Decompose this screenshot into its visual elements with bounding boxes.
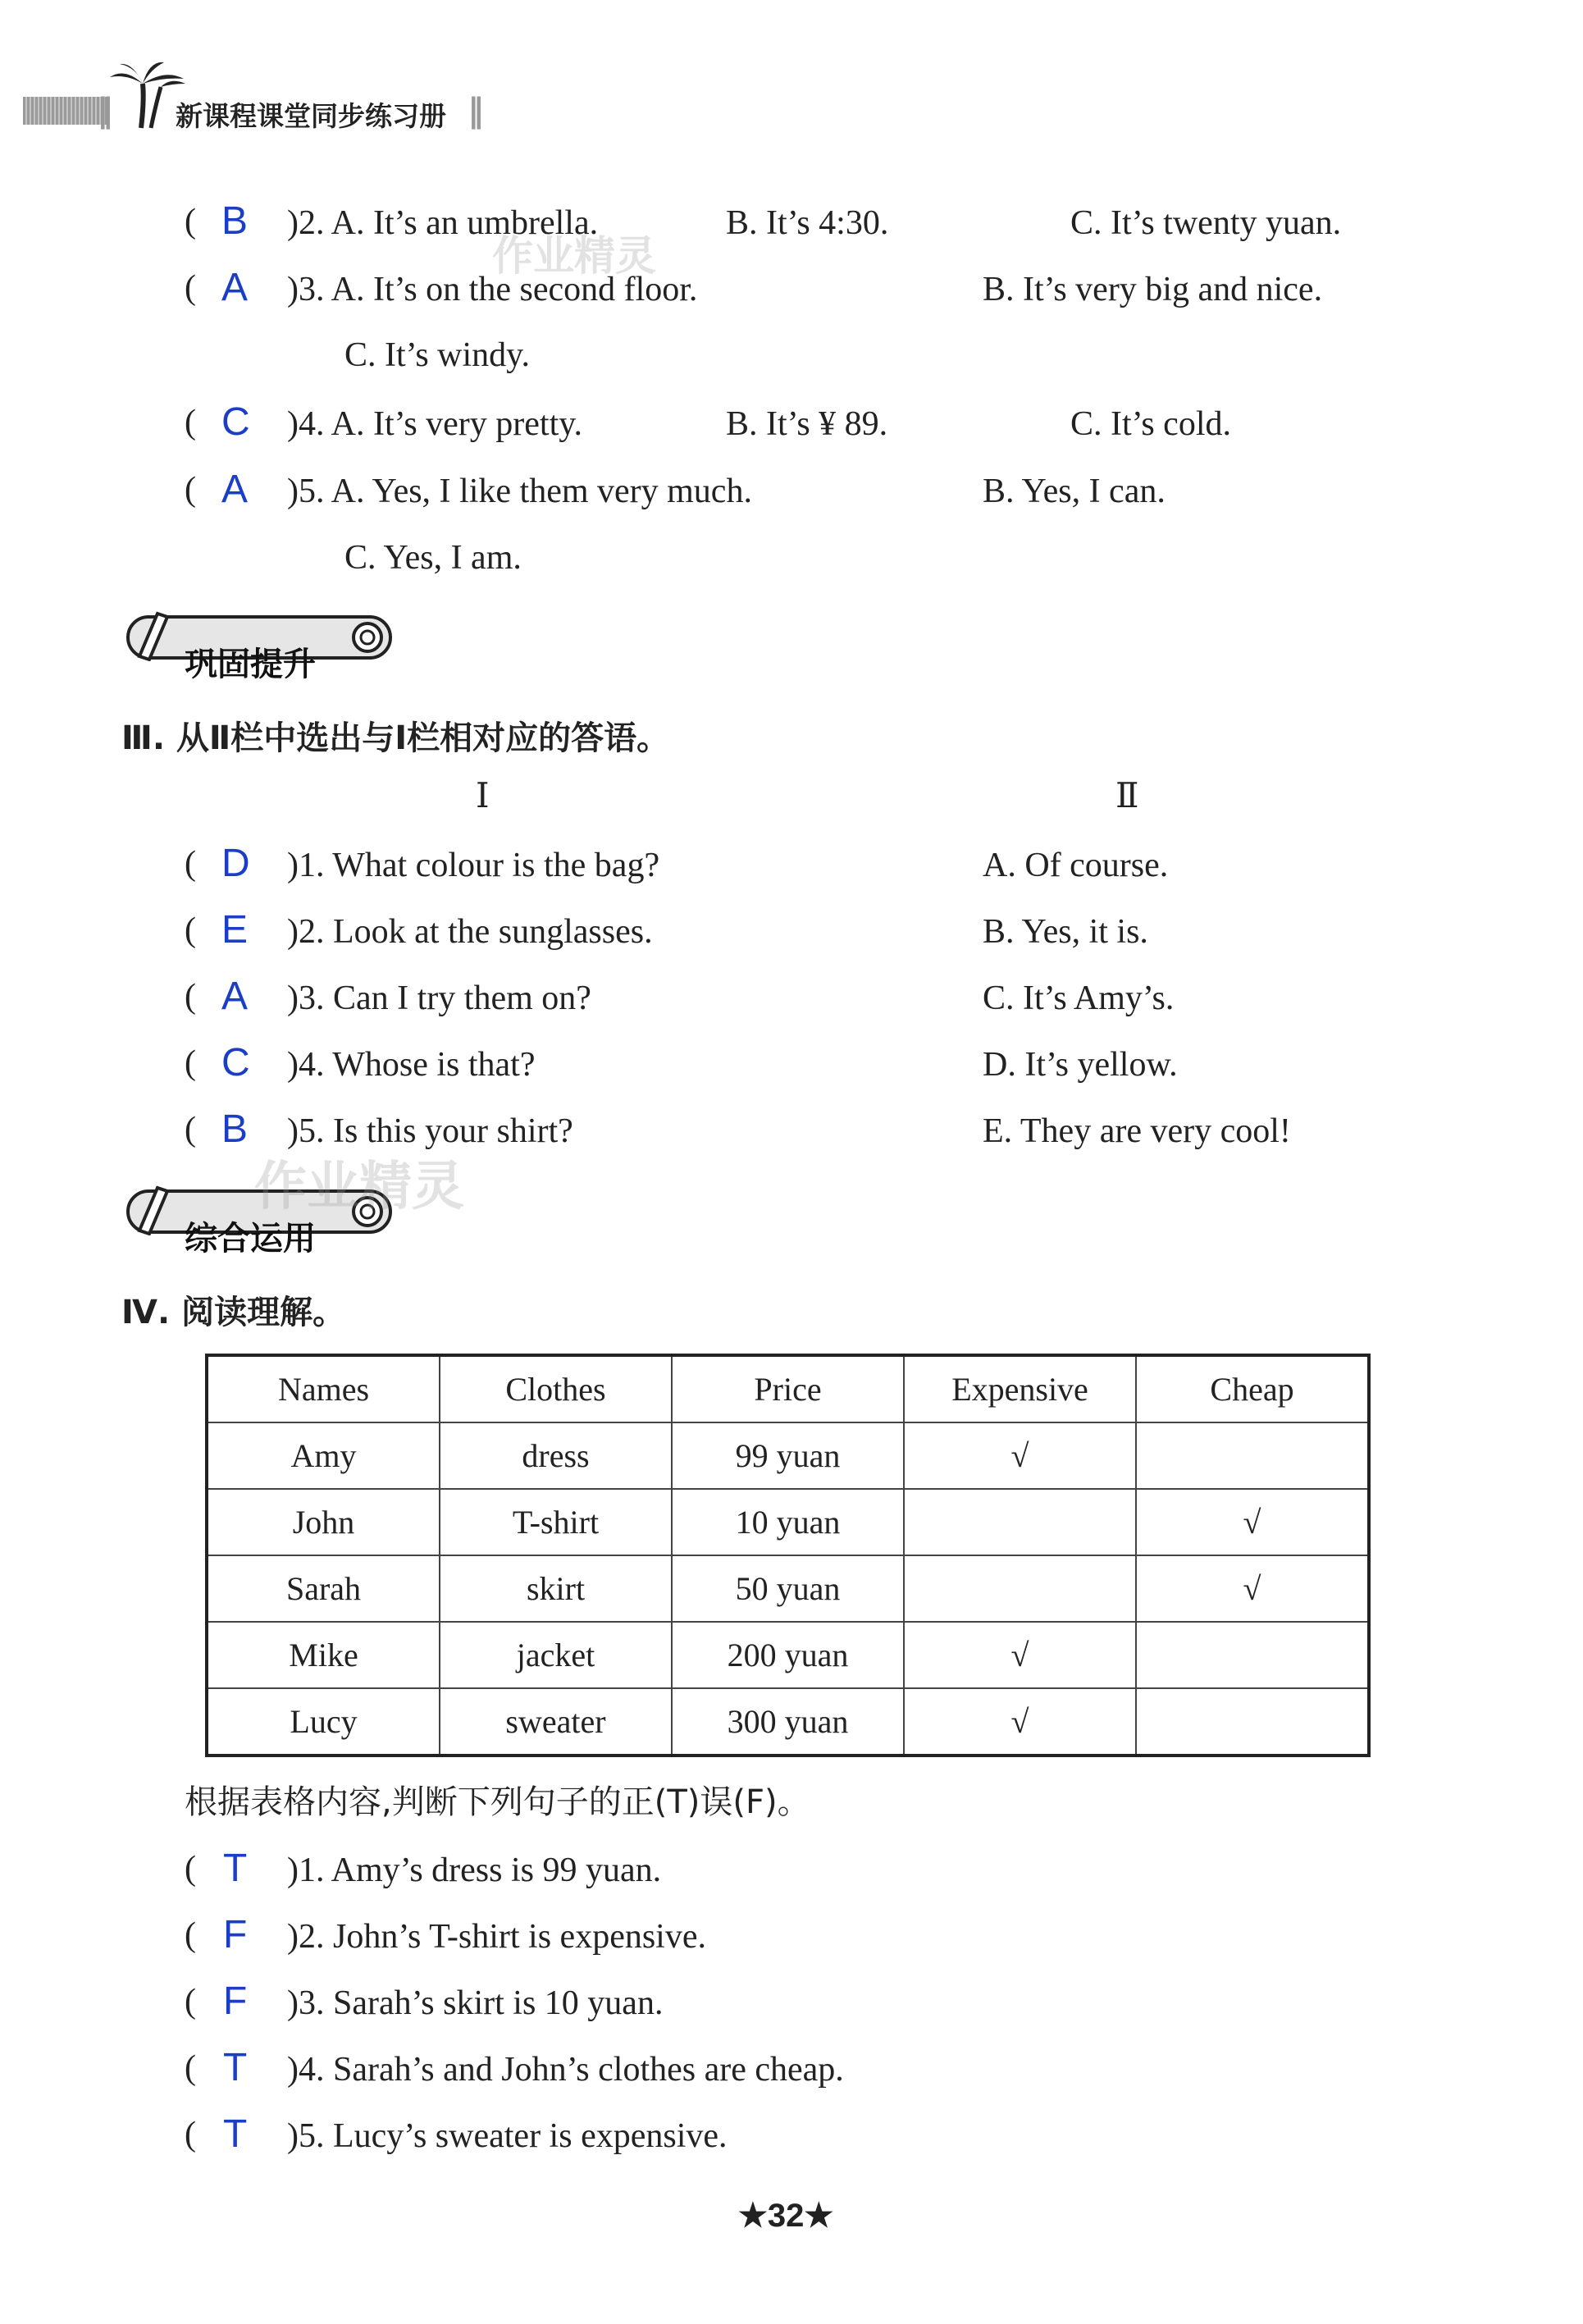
- check-mark: [1136, 1422, 1369, 1489]
- statement-text: )2. John’s T-shirt is expensive.: [287, 1918, 706, 1956]
- check-mark: √: [904, 1622, 1136, 1688]
- option-b: B. Yes, I can.: [983, 473, 1166, 510]
- paren-open: (: [185, 1044, 196, 1082]
- table-cell: skirt: [440, 1555, 672, 1622]
- header-separator-end: ‖: [468, 92, 484, 130]
- answer-letter: T: [223, 1847, 248, 1890]
- table-cell: Mike: [207, 1622, 440, 1688]
- match-option: D. It’s yellow.: [983, 1046, 1178, 1084]
- match-option: C. It’s Amy’s.: [983, 979, 1175, 1017]
- question-text: )2. A. It’s an umbrella.: [287, 204, 599, 242]
- table-cell: T-shirt: [440, 1489, 672, 1555]
- watermark: 作业精灵: [492, 232, 656, 280]
- answer-letter: A: [221, 975, 249, 1018]
- table-row: [207, 1422, 1369, 1489]
- section-title: 综合运用: [185, 1220, 316, 1258]
- answer-letter: B: [221, 199, 249, 243]
- question-text: )4. Whose is that?: [287, 1046, 536, 1084]
- watermark: 作业精灵: [254, 1157, 464, 1217]
- option-c: C. It’s twenty yuan.: [1070, 204, 1342, 242]
- paren-open: (: [185, 1850, 196, 1888]
- paren-open: (: [185, 1111, 196, 1148]
- table-row: [207, 1555, 1369, 1622]
- table-cell: 200 yuan: [672, 1622, 904, 1688]
- question-text: )4. A. It’s very pretty.: [287, 405, 583, 443]
- answer-letter: E: [221, 908, 249, 952]
- paren-open: (: [185, 1983, 196, 2020]
- answer-letter: T: [223, 2112, 248, 2156]
- paren-open: (: [185, 911, 196, 949]
- paren-open: (: [185, 978, 196, 1016]
- table-header-cell: Cheap: [1136, 1355, 1369, 1422]
- header-separator: ‖: [97, 92, 115, 130]
- clothes-table: [205, 1354, 1371, 1757]
- answer-letter: A: [221, 468, 249, 511]
- header-decor-bar: [23, 97, 107, 125]
- answer-letter: T: [223, 2046, 248, 2089]
- statement-text: )1. Amy’s dress is 99 yuan.: [287, 1851, 662, 1889]
- column-label-1: Ⅰ: [476, 778, 490, 815]
- match-option: A. Of course.: [983, 847, 1169, 884]
- table-cell: Amy: [207, 1422, 440, 1489]
- table-cell: Lucy: [207, 1688, 440, 1756]
- header-title: 新课程课堂同步练习册: [176, 100, 446, 132]
- option-b: B. It’s very big and nice.: [983, 271, 1323, 308]
- table-header-row: [207, 1355, 1369, 1422]
- check-mark: [904, 1489, 1136, 1555]
- statement-text: )4. Sarah’s and John’s clothes are cheap.: [287, 2051, 844, 2089]
- table-row: [207, 1688, 1369, 1756]
- question-text: )3. Can I try them on?: [287, 979, 591, 1017]
- table-row: [207, 1489, 1369, 1555]
- table-cell: John: [207, 1489, 440, 1555]
- answer-letter: F: [223, 1979, 248, 2023]
- check-mark: [1136, 1622, 1369, 1688]
- table-cell: jacket: [440, 1622, 672, 1688]
- table-cell: sweater: [440, 1688, 672, 1756]
- answer-letter: C: [221, 400, 250, 444]
- match-option: B. Yes, it is.: [983, 913, 1148, 951]
- check-mark: √: [1136, 1555, 1369, 1622]
- table-header-cell: Price: [672, 1355, 904, 1422]
- paren-open: (: [185, 471, 196, 509]
- statement-text: )5. Lucy’s sweater is expensive.: [287, 2117, 728, 2155]
- statement-text: )3. Sarah’s skirt is 10 yuan.: [287, 1984, 664, 2022]
- check-mark: √: [904, 1422, 1136, 1489]
- table-header-cell: Names: [207, 1355, 440, 1422]
- table-cell: 300 yuan: [672, 1688, 904, 1756]
- instruction-text: 根据表格内容,判断下列句子的正(T)误(F)。: [185, 1783, 810, 1821]
- answer-letter: C: [221, 1041, 250, 1084]
- check-mark: [1136, 1688, 1369, 1756]
- check-mark: √: [1136, 1489, 1369, 1555]
- answer-letter: F: [223, 1913, 248, 1956]
- option-c: C. Yes, I am.: [344, 539, 522, 577]
- answer-letter: D: [221, 842, 250, 885]
- question-text: )5. Is this your shirt?: [287, 1112, 573, 1150]
- option-b: B. It’s 4:30.: [726, 204, 889, 242]
- table-cell: 10 yuan: [672, 1489, 904, 1555]
- question-text: )1. What colour is the bag?: [287, 847, 660, 884]
- option-c: C. It’s windy.: [344, 336, 530, 374]
- match-option: E. They are very cool!: [983, 1112, 1291, 1150]
- column-label-2: Ⅱ: [1115, 778, 1139, 815]
- question-text: )5. A. Yes, I like them very much.: [287, 473, 752, 510]
- table-cell: dress: [440, 1422, 672, 1489]
- paren-open: (: [185, 404, 196, 441]
- exercise-heading: Ⅳ. 阅读理解。: [121, 1294, 346, 1331]
- paren-open: (: [185, 2116, 196, 2153]
- section-title: 巩固提升: [185, 646, 316, 683]
- table-header-cell: Clothes: [440, 1355, 672, 1422]
- page-number: ★32★: [738, 2198, 834, 2234]
- question-text: )2. Look at the sunglasses.: [287, 913, 653, 951]
- paren-open: (: [185, 2049, 196, 2087]
- option-c: C. It’s cold.: [1070, 405, 1231, 443]
- paren-open: (: [185, 1916, 196, 1954]
- table-cell: 50 yuan: [672, 1555, 904, 1622]
- question-text: )3. A. It’s on the second floor.: [287, 271, 698, 308]
- paren-open: (: [185, 269, 196, 307]
- table-row: [207, 1622, 1369, 1688]
- option-b: B. It’s ¥ 89.: [726, 405, 888, 443]
- check-mark: [904, 1555, 1136, 1622]
- paren-open: (: [185, 845, 196, 883]
- answer-letter: B: [221, 1107, 249, 1151]
- exercise-heading: Ⅲ. 从Ⅱ栏中选出与Ⅰ栏相对应的答语。: [121, 719, 670, 757]
- check-mark: √: [904, 1688, 1136, 1756]
- answer-letter: A: [221, 266, 249, 309]
- table-cell: 99 yuan: [672, 1422, 904, 1489]
- paren-open: (: [185, 203, 196, 240]
- table-header-cell: Expensive: [904, 1355, 1136, 1422]
- table-cell: Sarah: [207, 1555, 440, 1622]
